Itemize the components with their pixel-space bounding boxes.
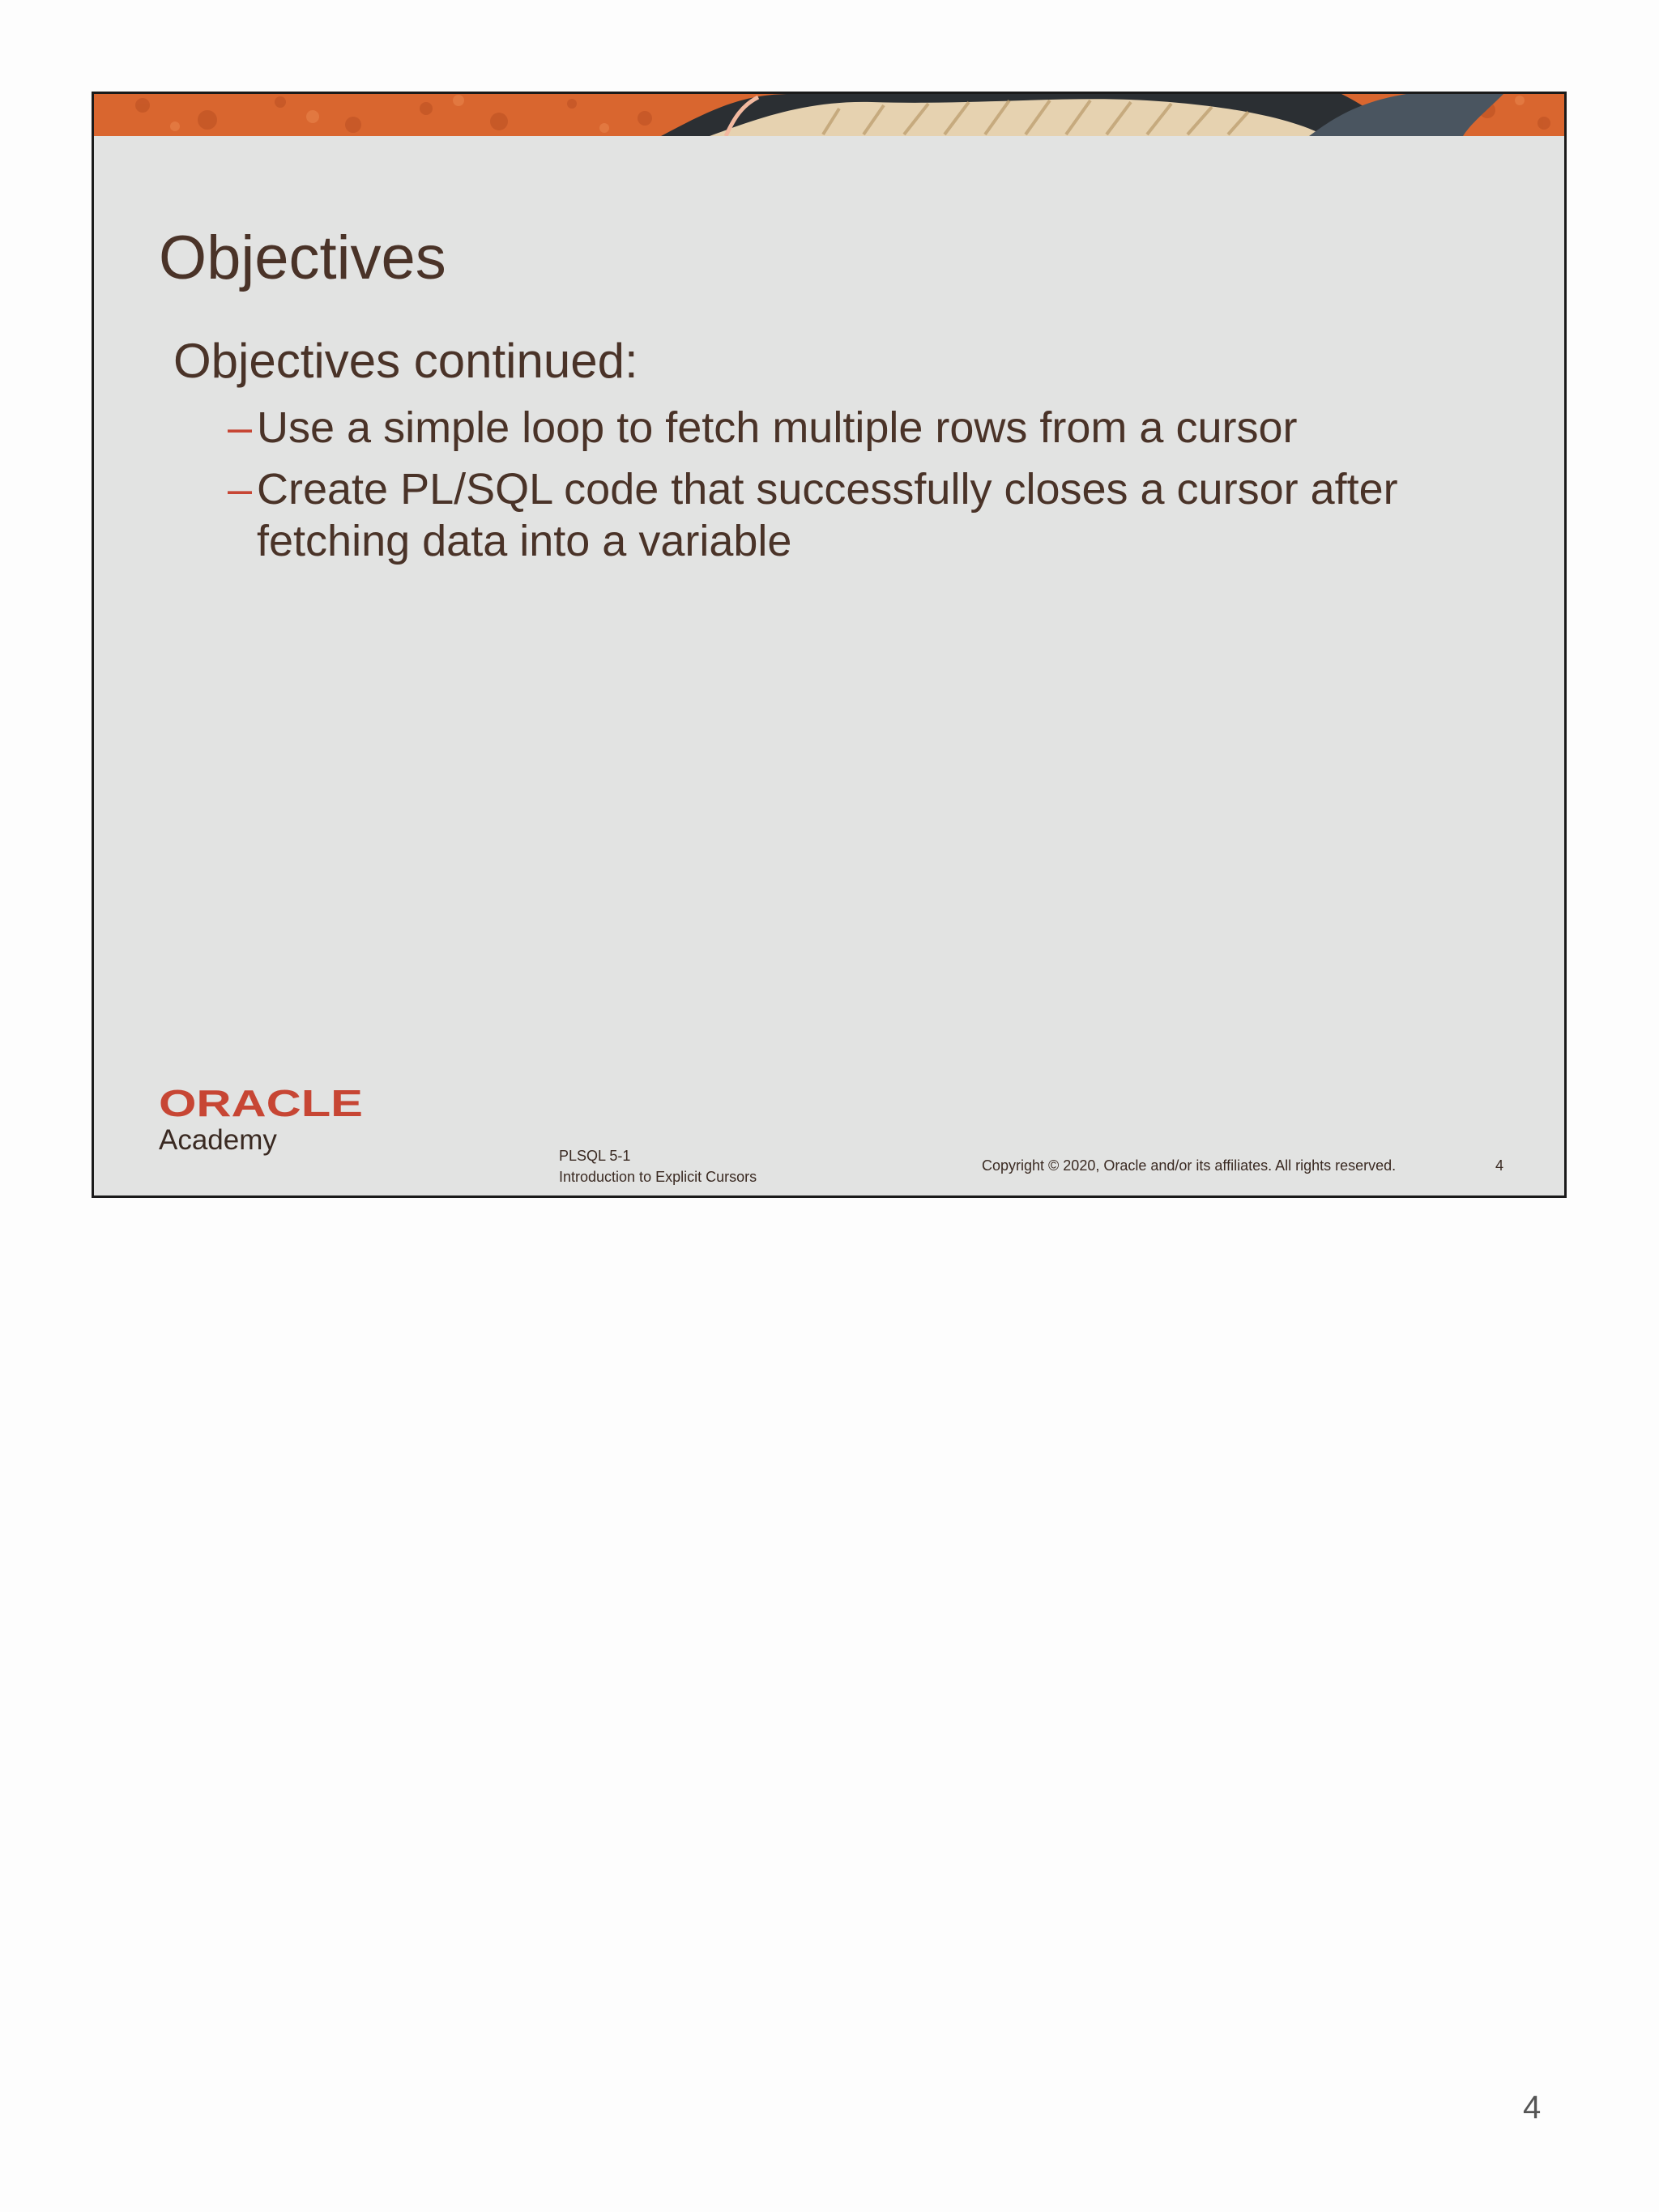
slide <box>92 92 1567 1198</box>
slide-subtitle: Objectives continued: <box>173 334 638 388</box>
page-number: 4 <box>1523 2090 1542 2125</box>
course-code: PLSQL 5-1 <box>559 1148 631 1164</box>
slide-number: 4 <box>1495 1157 1504 1174</box>
banner-art-icon <box>94 94 1564 136</box>
bullet-dash-icon: – <box>228 403 253 452</box>
decorative-banner <box>94 94 1564 136</box>
bullet-list <box>228 402 1491 577</box>
bullet-dash-icon: – <box>228 465 253 514</box>
bullet-text: Create PL/SQL code that successfully closes a cursor after fetching data into a variable <box>257 465 1398 565</box>
academy-label: Academy <box>159 1124 277 1156</box>
oracle-wordmark: ORACLE <box>159 1087 363 1119</box>
oracle-logo-icon <box>159 1087 365 1119</box>
bullet-item <box>228 402 1491 454</box>
slide-title: Objectives <box>159 224 446 292</box>
oracle-logo <box>159 1087 365 1119</box>
bullet-text: Use a simple loop to fetch multiple rows from a cursor <box>257 403 1298 452</box>
course-info <box>559 1145 757 1187</box>
copyright-notice: Copyright © 2020, Oracle and/or its affiliates. All rights reserved. <box>982 1157 1397 1174</box>
course-title: Introduction to Explicit Cursors <box>559 1169 757 1185</box>
bullet-item <box>228 463 1491 567</box>
